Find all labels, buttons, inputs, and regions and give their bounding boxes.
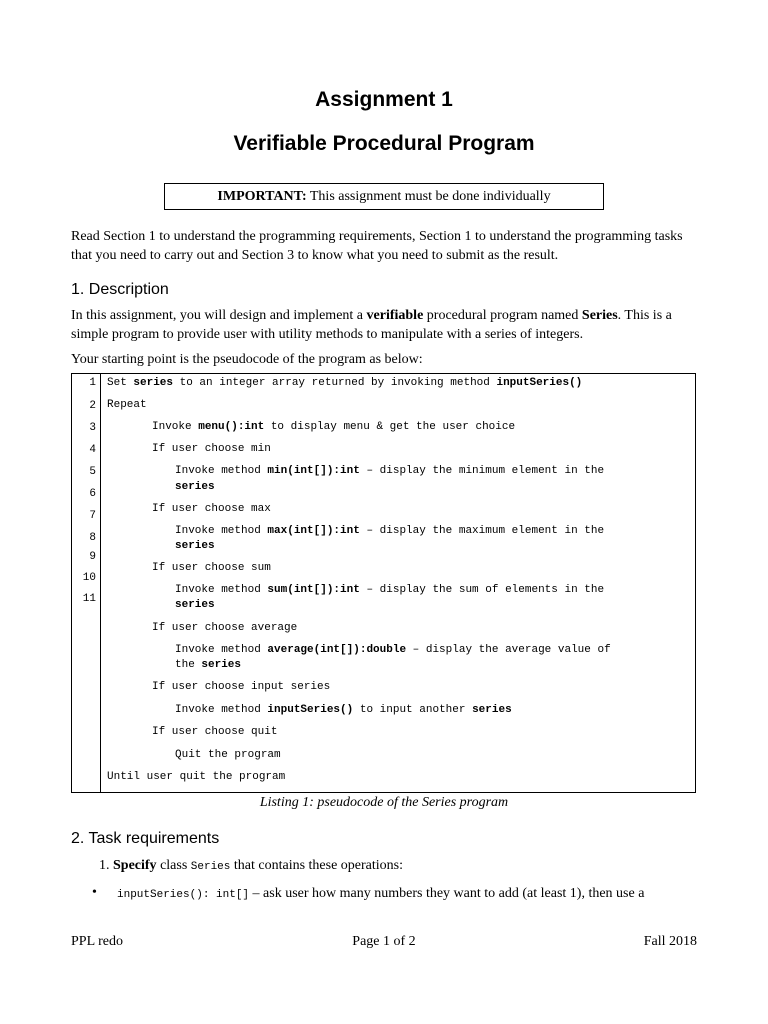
description-text: procedural program named [423,308,582,323]
important-notice-box [164,183,604,210]
code-line [175,599,215,611]
verifiable-term: verifiable [366,308,424,323]
code-text: to an integer array returned by invoking method [173,377,497,389]
code-text: Until user quit the program [107,771,286,783]
code-line [152,726,277,738]
code-line [175,465,604,477]
code-text: to display menu & get the user choice [264,421,516,433]
code-text: the [175,659,202,671]
intro-paragraph: Read Section 1 to understand the programming requirements, Section 1 to understand the programming tasks that you need to carry out and Section 3 to know what you need to submit as the result. [71,229,683,263]
code-keyword: series [201,659,242,671]
description-text: In this assignment, you will design and implement a [71,308,367,323]
task-item-1 [99,858,403,874]
code-text: Repeat [107,399,147,411]
footer-right: Fall 2018 [643,934,697,949]
code-keyword: inputSeries() [496,377,583,389]
code-text: Invoke method [175,525,268,537]
code-keyword: series [472,704,512,716]
code-line [175,704,512,716]
line-number: 10 [82,572,96,584]
code-line [152,421,515,433]
listing-caption: Listing 1: pseudocode of the Series program [259,795,509,810]
code-text: – display the sum of elements in the [359,584,605,596]
method-signature-code: inputSeries(): int[] [117,889,250,901]
code-text: Invoke method [175,704,268,716]
code-text: If user choose max [152,503,271,515]
line-number: 8 [89,532,96,544]
code-keyword: series [175,481,215,493]
code-line [152,562,271,574]
class-name-code: Series [190,861,231,873]
line-number: 5 [89,466,96,478]
code-keyword: sum(int[]):int [267,584,360,596]
line-number: 7 [89,510,96,522]
bullet-item-input-series [117,886,644,902]
line-number: 6 [89,488,96,500]
code-line [175,644,611,656]
program-name: Series [581,308,618,323]
code-keyword: series [175,540,215,552]
code-text: If user choose min [152,443,271,455]
code-text: If user choose quit [152,726,278,738]
line-number: 4 [89,444,96,456]
code-line [107,399,147,411]
footer-left: PPL redo [71,934,123,949]
description-paragraph [71,306,701,344]
code-line [175,525,604,537]
pseudocode-listing [71,373,696,793]
code-text: – display the average value of [406,644,611,656]
code-line [175,659,241,671]
code-text: Invoke method [175,584,268,596]
description-text: . This is a simple program to provide user with utility methods to manipulate with a series of integers. [71,308,672,342]
code-text: Invoke [152,421,199,433]
line-number: 2 [89,400,96,412]
starting-point-paragraph: Your starting point is the pseudocode of the program as below: [71,352,423,367]
code-line [175,481,215,493]
section-2-heading: 2. Task requirements [71,830,220,847]
code-keyword: series [133,377,174,389]
line-number: 11 [82,593,96,605]
document-subtitle: Verifiable Procedural Program [233,132,535,155]
task-item-number: 1. [99,858,110,873]
code-text: – display the minimum element in the [359,465,605,477]
line-number: 3 [89,422,96,434]
code-line [152,622,297,634]
section-1-heading: 1. Description [71,281,169,298]
code-text: Invoke method [175,644,268,656]
code-text: If user choose sum [152,562,271,574]
listing-divider [100,374,101,792]
task-item-text: that contains these operations: [230,858,404,873]
line-number: 9 [89,551,96,563]
code-text: Invoke method [175,465,268,477]
code-keyword: max(int[]):int [267,525,360,537]
footer-page-number: Page 1 of 2 [352,934,416,949]
code-text: – display the maximum element in the [359,525,605,537]
code-line [175,749,281,761]
code-text: Quit the program [175,749,281,761]
specify-term: Specify [113,858,157,873]
code-text: If user choose average [152,622,298,634]
code-keyword: average(int[]):double [267,644,407,656]
code-keyword: inputSeries() [267,704,354,716]
code-line [152,443,271,455]
code-line [175,540,215,552]
code-line [152,503,271,515]
code-line [107,771,285,783]
code-keyword: series [175,599,215,611]
code-line [107,377,582,389]
code-line [152,681,330,693]
bullet-marker: • [92,885,97,900]
code-text: Set [107,377,134,389]
code-text: to input another [353,704,473,716]
document-title: Assignment 1 [315,88,453,111]
bullet-text: – ask user how many numbers they want to add (at least 1), then use a [249,886,645,901]
code-keyword: menu():int [198,421,265,433]
code-text: If user choose input series [152,681,331,693]
task-item-text: class [156,858,191,873]
important-text: This assignment must be done individually [306,189,551,204]
line-number: 1 [89,377,96,389]
important-label: IMPORTANT: [217,189,307,204]
code-keyword: min(int[]):int [267,465,360,477]
code-line [175,584,604,596]
